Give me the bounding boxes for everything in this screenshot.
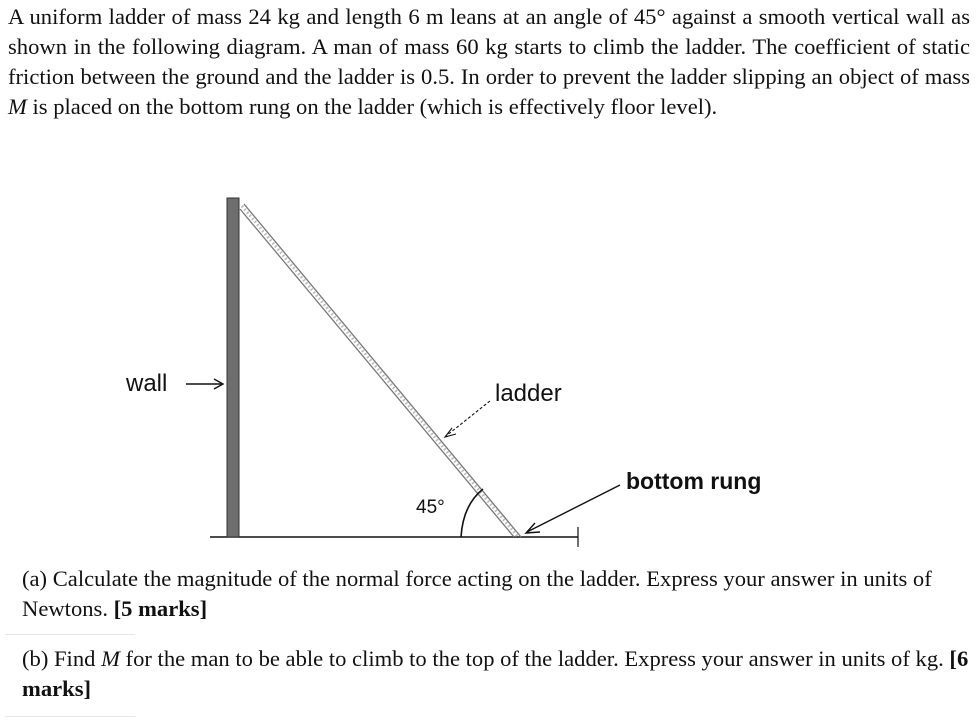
question-a <box>22 564 972 624</box>
bottom-rung-arrow <box>526 485 620 533</box>
ladder <box>240 204 521 537</box>
wall-label: wall <box>126 370 168 397</box>
mass-variable: M <box>8 94 27 119</box>
problem-intro-part1: A uniform ladder of mass 24 kg and length 6 m leans at an angle of 45° against a smooth vertical wall as shown in the following diagram. A man of mass 60 kg starts to climb the ladder. The coefficient of static friction between the ground and the ladder is 0.5. In order to prevent the ladder slipping an object of mass <box>8 4 970 89</box>
ladder-pointer-arrow <box>445 401 490 437</box>
wall <box>227 198 239 537</box>
angle-label: 45° <box>416 497 445 518</box>
divider-line-bottom <box>5 716 135 717</box>
question-b-variable: M <box>101 646 120 671</box>
question-b <box>22 644 977 704</box>
question-a-text: (a) Calculate the magnitude of the normal force acting on the ladder. Express your answer in units of Newtons. <box>22 566 932 621</box>
divider-line <box>5 634 135 635</box>
problem-intro-part2: is placed on the bottom rung on the ladder (which is effectively floor level). <box>26 94 718 119</box>
bottom-rung-label: bottom rung <box>626 468 762 494</box>
ladder-label: ladder <box>495 380 562 407</box>
question-b-prefix: (b) Find <box>22 646 102 671</box>
question-a-marks: [5 marks] <box>113 596 208 621</box>
wall-arrow <box>186 379 223 389</box>
question-b-marks: [6 marks] <box>22 646 969 701</box>
question-b-text: for the man to be able to climb to the top of the ladder. Express your answer in units of kg. <box>119 646 950 671</box>
